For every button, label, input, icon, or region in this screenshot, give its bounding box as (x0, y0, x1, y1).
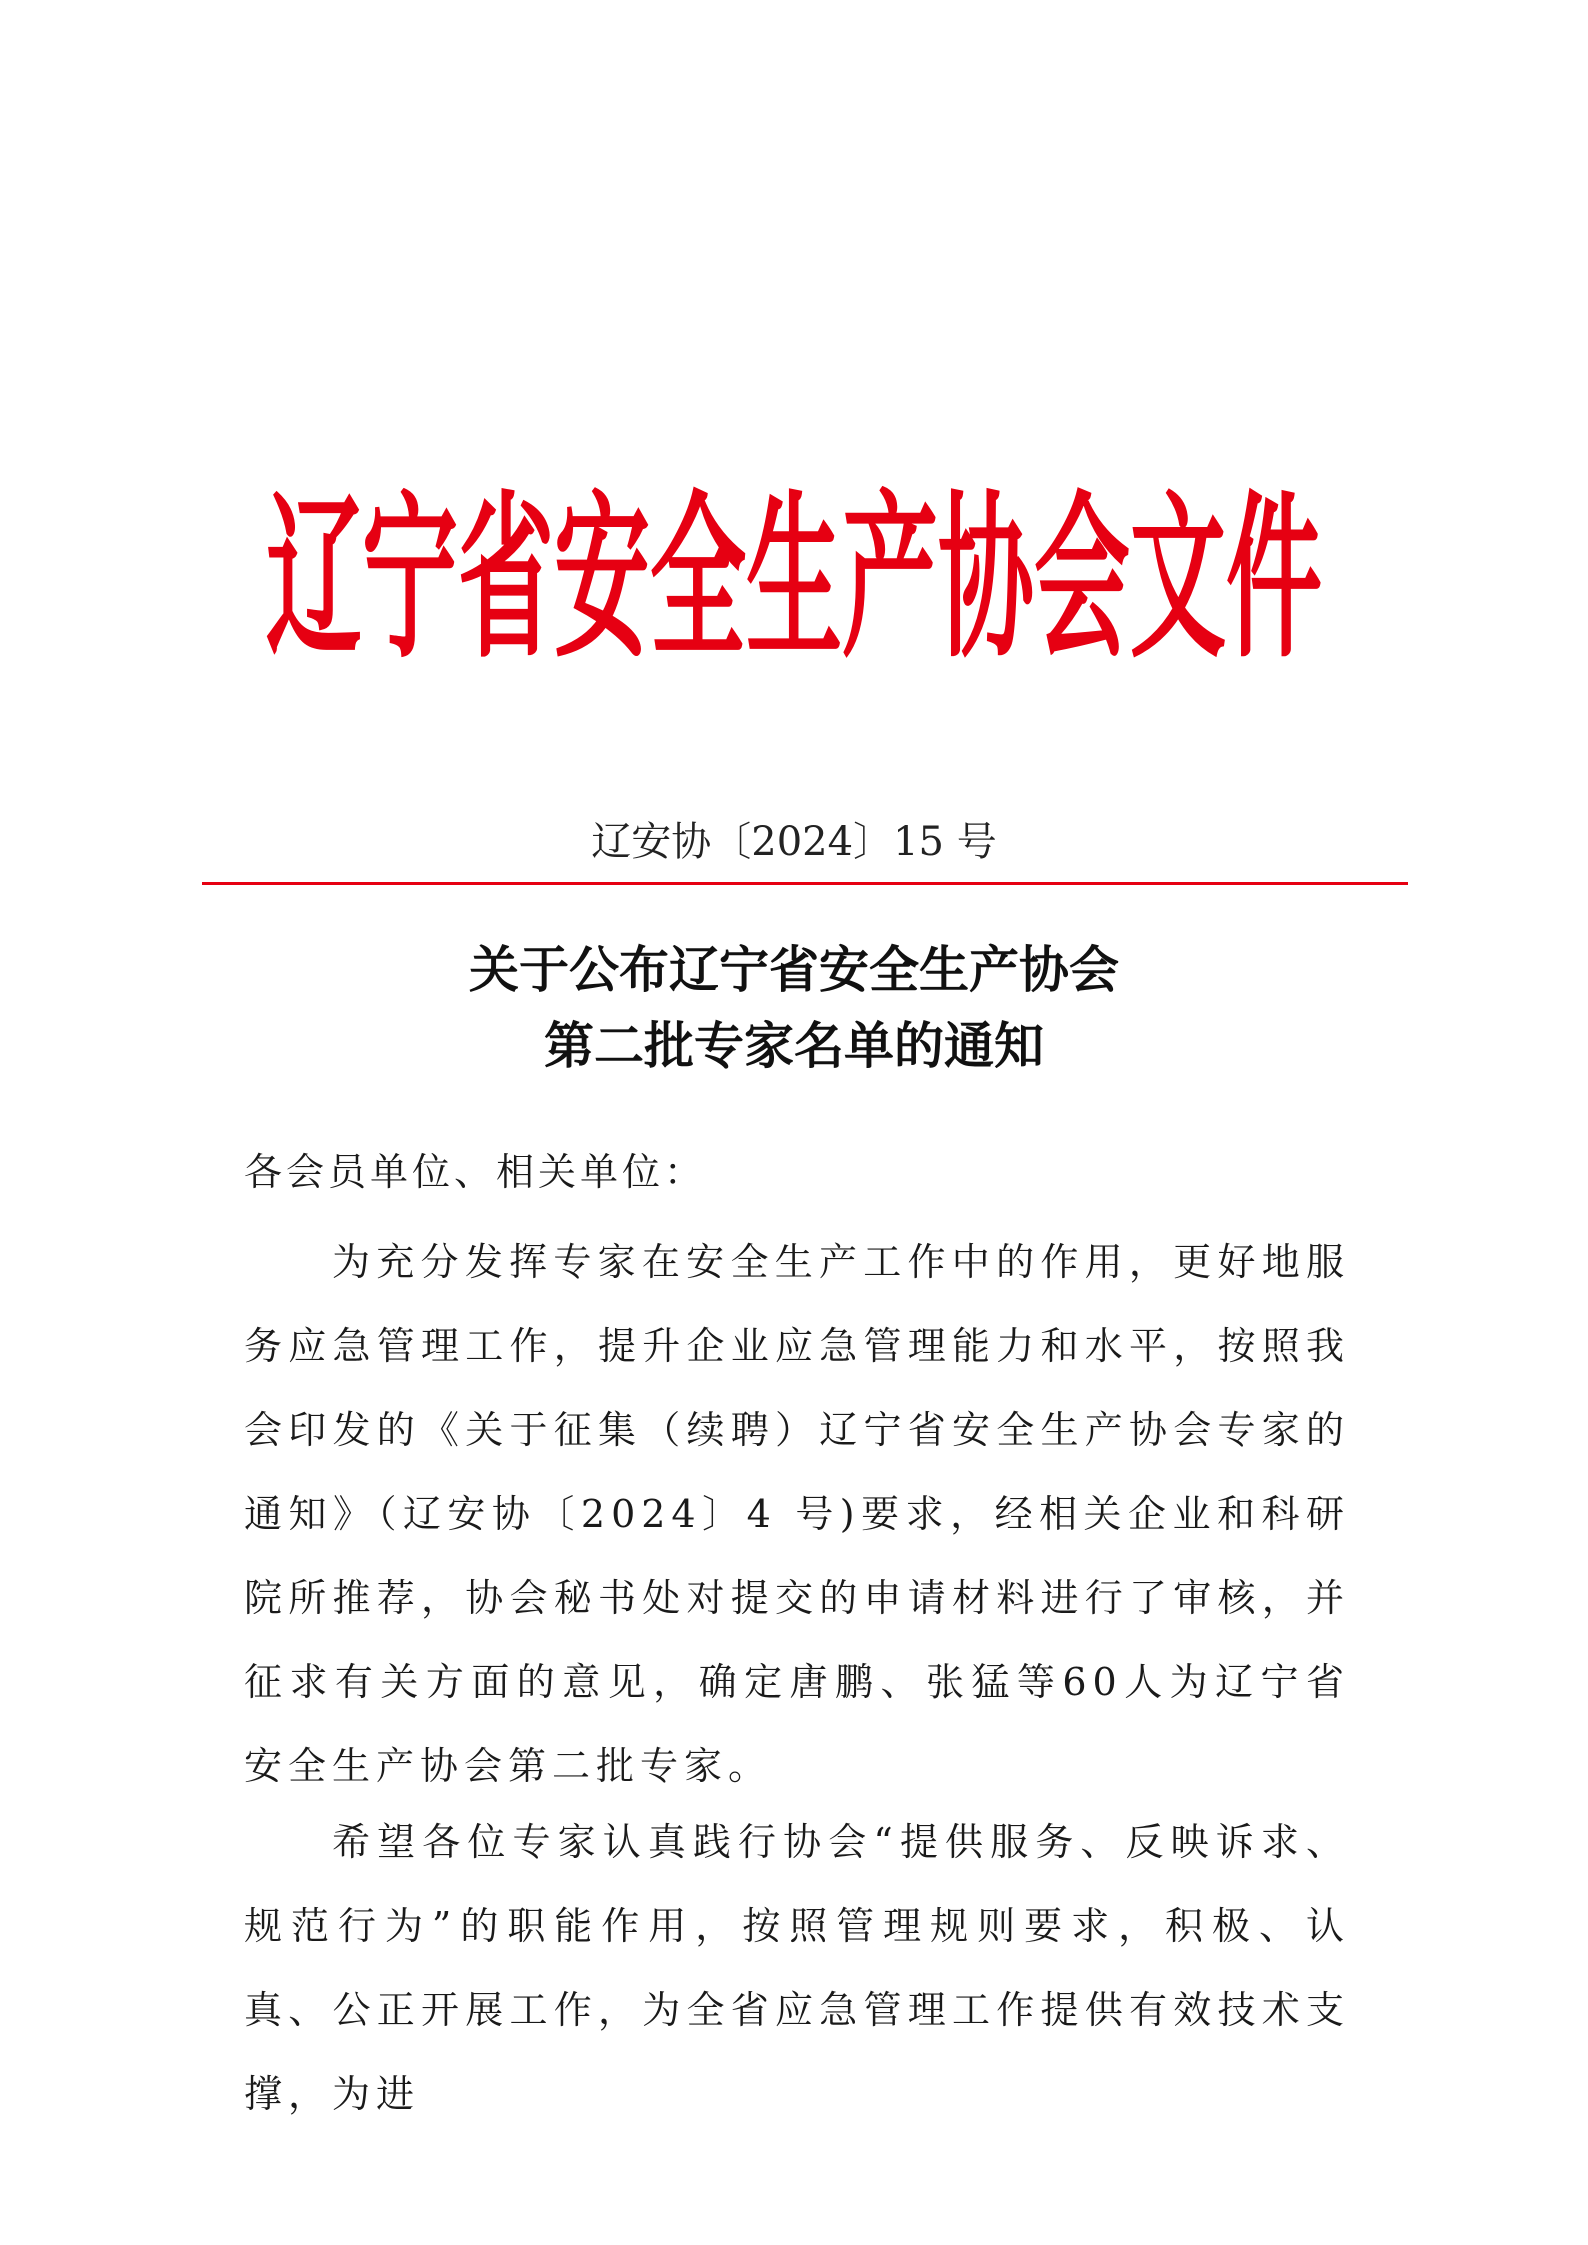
body-paragraph-2: 希望各位专家认真践行协会“提供服务、反映诉求、规范行为”的职能作用，按照管理规则要求，积极、认真、公正开展工作，为全省应急管理工作提供有效技术支撑，为进 (244, 1820, 1350, 2116)
body-paragraph-1: 为充分发挥专家在安全生产工作中的作用，更好地服务应急管理工作，提升企业应急管理能力和水平，按照我会印发的《关于征集（续聘）辽宁省安全生产协会专家的通知》（辽安协〔2024〕4 号)要求，经相关企业和科研院所推荐，协会秘书处对提交的申请材料进行了审核，并征求有关方面的意见，确定唐鹏、张猛等60人为辽宁省安全生产协会第二批专家。 (244, 1240, 1350, 1788)
salutation: 各会员单位、相关单位： (244, 1150, 707, 1194)
title-line-1: 关于公布辽宁省安全生产协会 (469, 940, 1119, 999)
document-masthead: 辽宁省安全生产协会文件 (266, 473, 1322, 683)
document-title (0, 932, 1588, 1084)
document-number: 辽安协〔2024〕15 号 (591, 819, 997, 865)
title-line-2: 第二批专家名单的通知 (544, 1016, 1044, 1075)
red-divider-line (202, 882, 1408, 885)
